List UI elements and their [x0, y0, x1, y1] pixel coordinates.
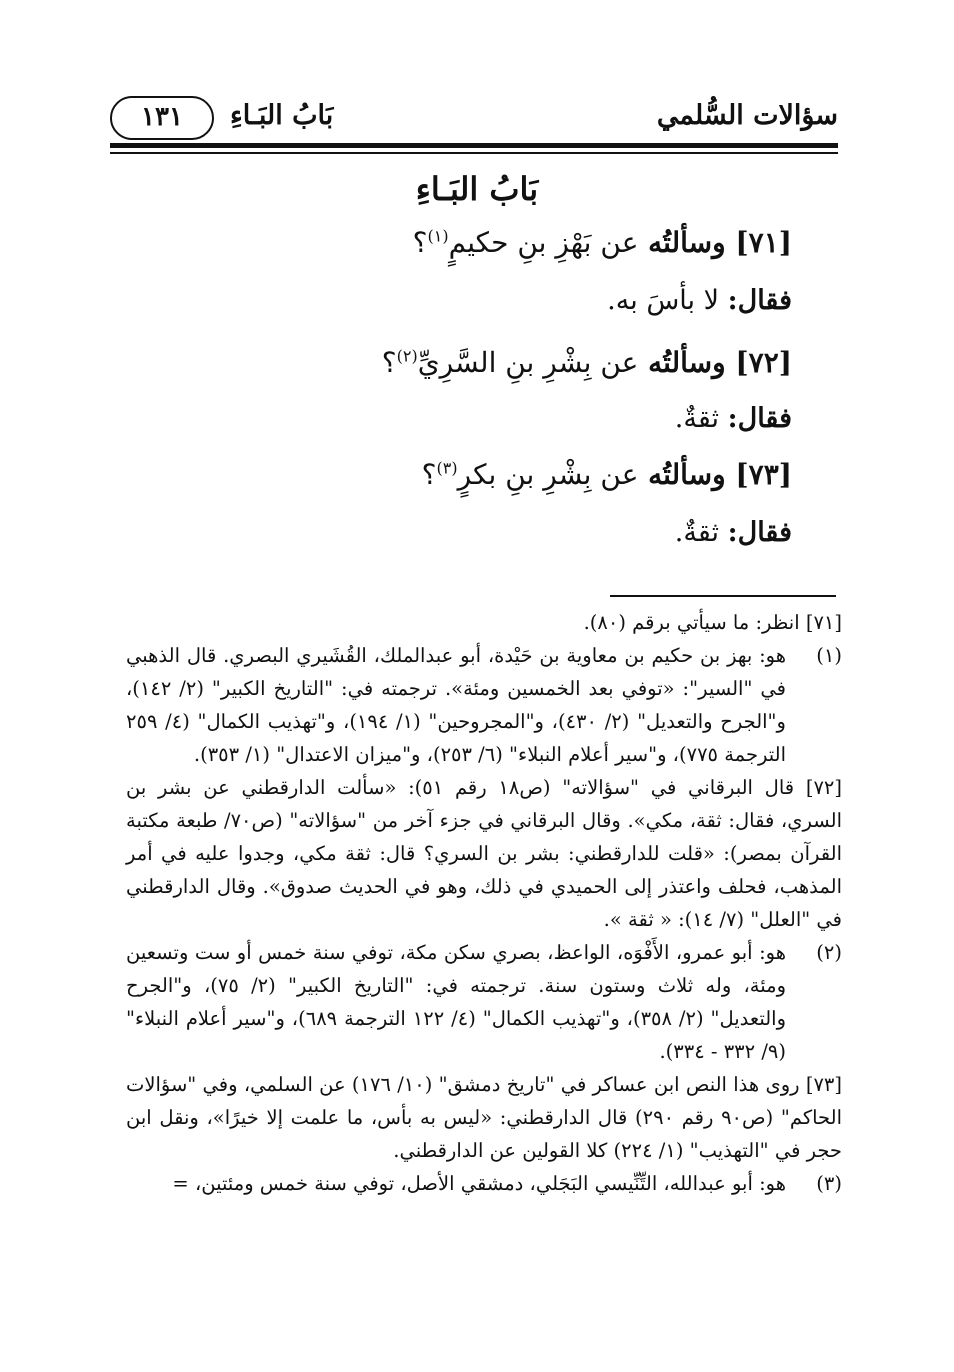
footnote-text: هو: بهز بن حكيم بن معاوية بن حَيْدة، أبو عبدالملك، القُشَيري البصري. قال الذهبي في "السير": «توفي بعد الخمسين ومئة». ترجمته في: "التاريخ الكبير" (٢/ ١٤٢)، و"الجرح والتعديل" (٢/ ٤٣٠)، و"المجروحين" (١/ ١٩٤)، و"تهذيب الكمال" (٤/ ٢٥٩ الترجمة ٧٧٥)، و"سير أعلام النبلاء" (٦/ ٢٥٣)، و"ميزان الاعتدال" (١/ ٣٥٣). [126, 644, 786, 766]
page-header [110, 94, 838, 146]
footnote-item [126, 936, 842, 1068]
entry-answer [607, 285, 792, 316]
question-mark: ؟ [421, 458, 437, 491]
entry-question [422, 458, 792, 491]
footnote-separator [610, 595, 836, 597]
book-title: سؤالات السُّلمي [656, 100, 838, 131]
footnote-mark: (٢) [816, 941, 842, 964]
entry-number: [٧٢] [735, 346, 792, 379]
header-rule-thick [110, 143, 838, 148]
footnote-marker: (١) [427, 226, 449, 246]
question-lead: وسألتُه [648, 346, 726, 379]
running-chapter-title: بَابُ البَـاءِ [230, 100, 334, 131]
footnote-mark: [٧١] [805, 611, 842, 634]
header-rule-thin [110, 152, 838, 154]
footnote-marker: (٢) [396, 346, 418, 366]
question-body: عن بِشْرِ بنِ بكرٍ [457, 458, 639, 491]
footnote-mark: [٧٣] [805, 1073, 842, 1096]
question-body: عن بَهْزِ بنِ حكيمٍ [448, 226, 639, 259]
footnotes [126, 606, 842, 1200]
footnote-item [126, 771, 842, 936]
question-mark: ؟ [412, 226, 428, 259]
entry-question [382, 346, 792, 379]
answer-label: فقال: [727, 285, 792, 316]
footnote-item [126, 606, 842, 639]
question-lead: وسألتُه [648, 226, 726, 259]
footnote-text: هو: أبو عبدالله، التِّنِّيسي البَجَلي، دمشقي الأصل، توفي سنة خمس ومئتين، = [172, 1172, 786, 1195]
footnote-mark: (١) [816, 644, 842, 667]
footnote-text: هو: أبو عمرو، الأَفْوَه، الواعظ، بصري سكن مكة، توفي سنة خمس أو ست وتسعين ومئة، وله ثلاث وستون سنة. ترجمته في: "التاريخ الكبير" (٢/ ٧٥)، و"الجرح والتعديل" (٢/ ٣٥٨)، و"تهذيب الكمال" (٤/ ١٢٢ الترجمة ٦٨٩)، و"سير أعلام النبلاء" (٩/ ٣٣٢ - ٣٣٤). [126, 941, 786, 1063]
footnote-item [126, 639, 842, 771]
answer-text: ثقةٌ. [674, 403, 720, 434]
footnote-mark: [٧٢] [805, 776, 843, 799]
entry-answer [675, 517, 792, 548]
footnote-text: روى هذا النص ابن عساكر في "تاريخ دمشق" (١٠/ ١٧٦) عن السلمي، وفي "سؤالات الحاكم" (ص٩٠ رقم ٢٩٠) قال الدارقطني: «ليس به بأس، ما علمت إلا خيرًا»، ونقل ابن حجر في "التهذيب" (١/ ٢٢٤) كلا القولين عن الدارقطني. [126, 1073, 842, 1162]
footnote-mark: (٣) [816, 1172, 842, 1195]
answer-text: ثقةٌ. [674, 517, 720, 548]
chapter-title: بَابُ البَـاءِ [415, 170, 539, 208]
entry-number: [٧١] [735, 226, 792, 259]
answer-label: فقال: [727, 403, 792, 434]
footnote-marker: (٣) [436, 458, 458, 478]
footnote-item [126, 1167, 842, 1200]
entry-number: [٧٣] [735, 458, 792, 491]
page-number: ١٣١ [110, 96, 214, 140]
entry-question [413, 226, 792, 259]
answer-label: فقال: [727, 517, 792, 548]
footnote-text: قال البرقاني في "سؤالاته" (ص١٨ رقم ٥١): «سألت الدارقطني عن بشر بن السري، فقال: ثقة، مكي». وقال البرقاني في جزء آخر من "سؤالاته" (ص٧٠/ طبعة مكتبة القرآن بمصر): «قلت للدارقطني: بشر بن السري؟ قال: ثقة مكي، وجدوا عليه في أمر المذهب، فحلف واعتذر إلى الحميدي في ذلك، وهو في الحديث صدوق». وقال الدارقطني في "العلل" (٧/ ١٤): « ثقة ». [126, 776, 842, 931]
question-lead: وسألتُه [648, 458, 726, 491]
answer-text: لا بأسَ به. [607, 285, 720, 316]
question-mark: ؟ [381, 346, 397, 379]
entry-answer [675, 403, 792, 434]
question-body: عن بِشْرِ بنِ السَّرِيِّ [417, 346, 639, 379]
footnote-text: انظر: ما سيأتي برقم (٨٠). [583, 611, 800, 634]
footnote-item [126, 1068, 842, 1167]
